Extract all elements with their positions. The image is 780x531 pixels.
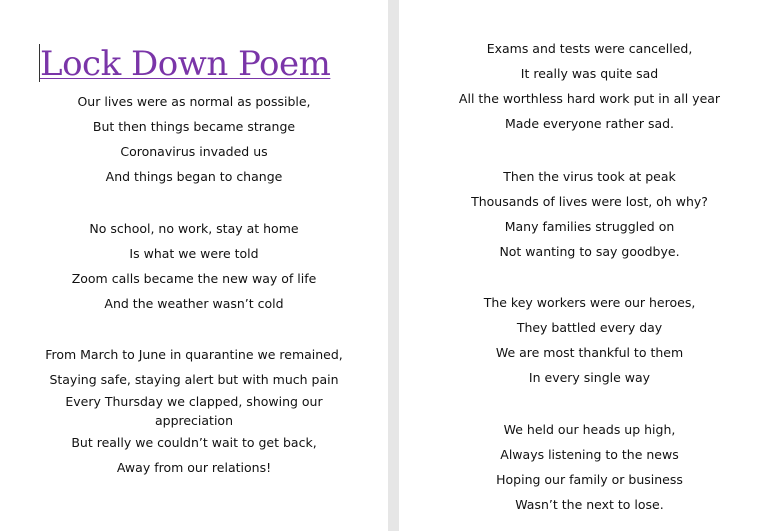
poem-line[interactable]: All the worthless hard work put in all year <box>458 91 721 106</box>
poem-line[interactable]: Wasn’t the next to lose. <box>515 497 664 512</box>
poem-line[interactable]: But then things became strange <box>92 119 296 134</box>
stanza-4 <box>399 36 780 136</box>
poem-line[interactable]: Our lives were as normal as possible, <box>77 94 311 109</box>
stanza-3 <box>0 342 388 480</box>
poem-line[interactable]: No school, no work, stay at home <box>89 221 299 236</box>
poem-line[interactable]: Made everyone rather sad. <box>504 116 675 131</box>
poem-line[interactable]: Is what we were told <box>129 246 259 261</box>
poem-line[interactable]: But really we couldn’t wait to get back, <box>71 435 317 450</box>
poem-line[interactable]: Exams and tests were cancelled, <box>486 41 693 56</box>
poem-line[interactable]: And the weather wasn’t cold <box>104 296 284 311</box>
poem-line[interactable]: And things began to change <box>105 169 283 184</box>
poem-line[interactable]: From March to June in quarantine we remained, <box>45 347 343 362</box>
stanza-5 <box>399 164 780 264</box>
poem-line[interactable]: In every single way <box>528 370 651 385</box>
stanza-2 <box>0 216 388 316</box>
stanza-6 <box>399 290 780 390</box>
poem-line[interactable]: The key workers were our heroes, <box>483 295 696 310</box>
page-left[interactable] <box>0 0 388 531</box>
poem-line[interactable]: We held our heads up high, <box>503 422 676 437</box>
poem-line[interactable]: Zoom calls became the new way of life <box>71 271 317 286</box>
page-right[interactable] <box>399 0 780 531</box>
poem-line[interactable]: Hoping our family or business <box>496 472 683 487</box>
poem-line[interactable]: Many families struggled on <box>504 219 675 234</box>
poem-line[interactable]: Always listening to the news <box>500 447 679 462</box>
poem-line[interactable]: We are most thankful to them <box>495 345 684 360</box>
poem-line[interactable]: Coronavirus invaded us <box>120 144 268 159</box>
poem-line[interactable]: Then the virus took at peak <box>503 169 676 184</box>
poem-line[interactable]: Not wanting to say goodbye. <box>499 244 680 259</box>
stanza-7 <box>399 417 780 517</box>
poem-line[interactable]: Thousands of lives were lost, oh why? <box>471 194 708 209</box>
stanza-1 <box>0 89 388 189</box>
poem-title[interactable]: Lock Down Poem <box>40 44 331 84</box>
poem-line[interactable]: It really was quite sad <box>520 66 659 81</box>
poem-line[interactable]: They battled every day <box>516 320 663 335</box>
poem-line[interactable]: Away from our relations! <box>116 460 272 475</box>
poem-line[interactable]: Every Thursday we clapped, showing our appreciation <box>65 394 323 428</box>
poem-line[interactable]: Staying safe, staying alert but with much pain <box>49 372 339 387</box>
